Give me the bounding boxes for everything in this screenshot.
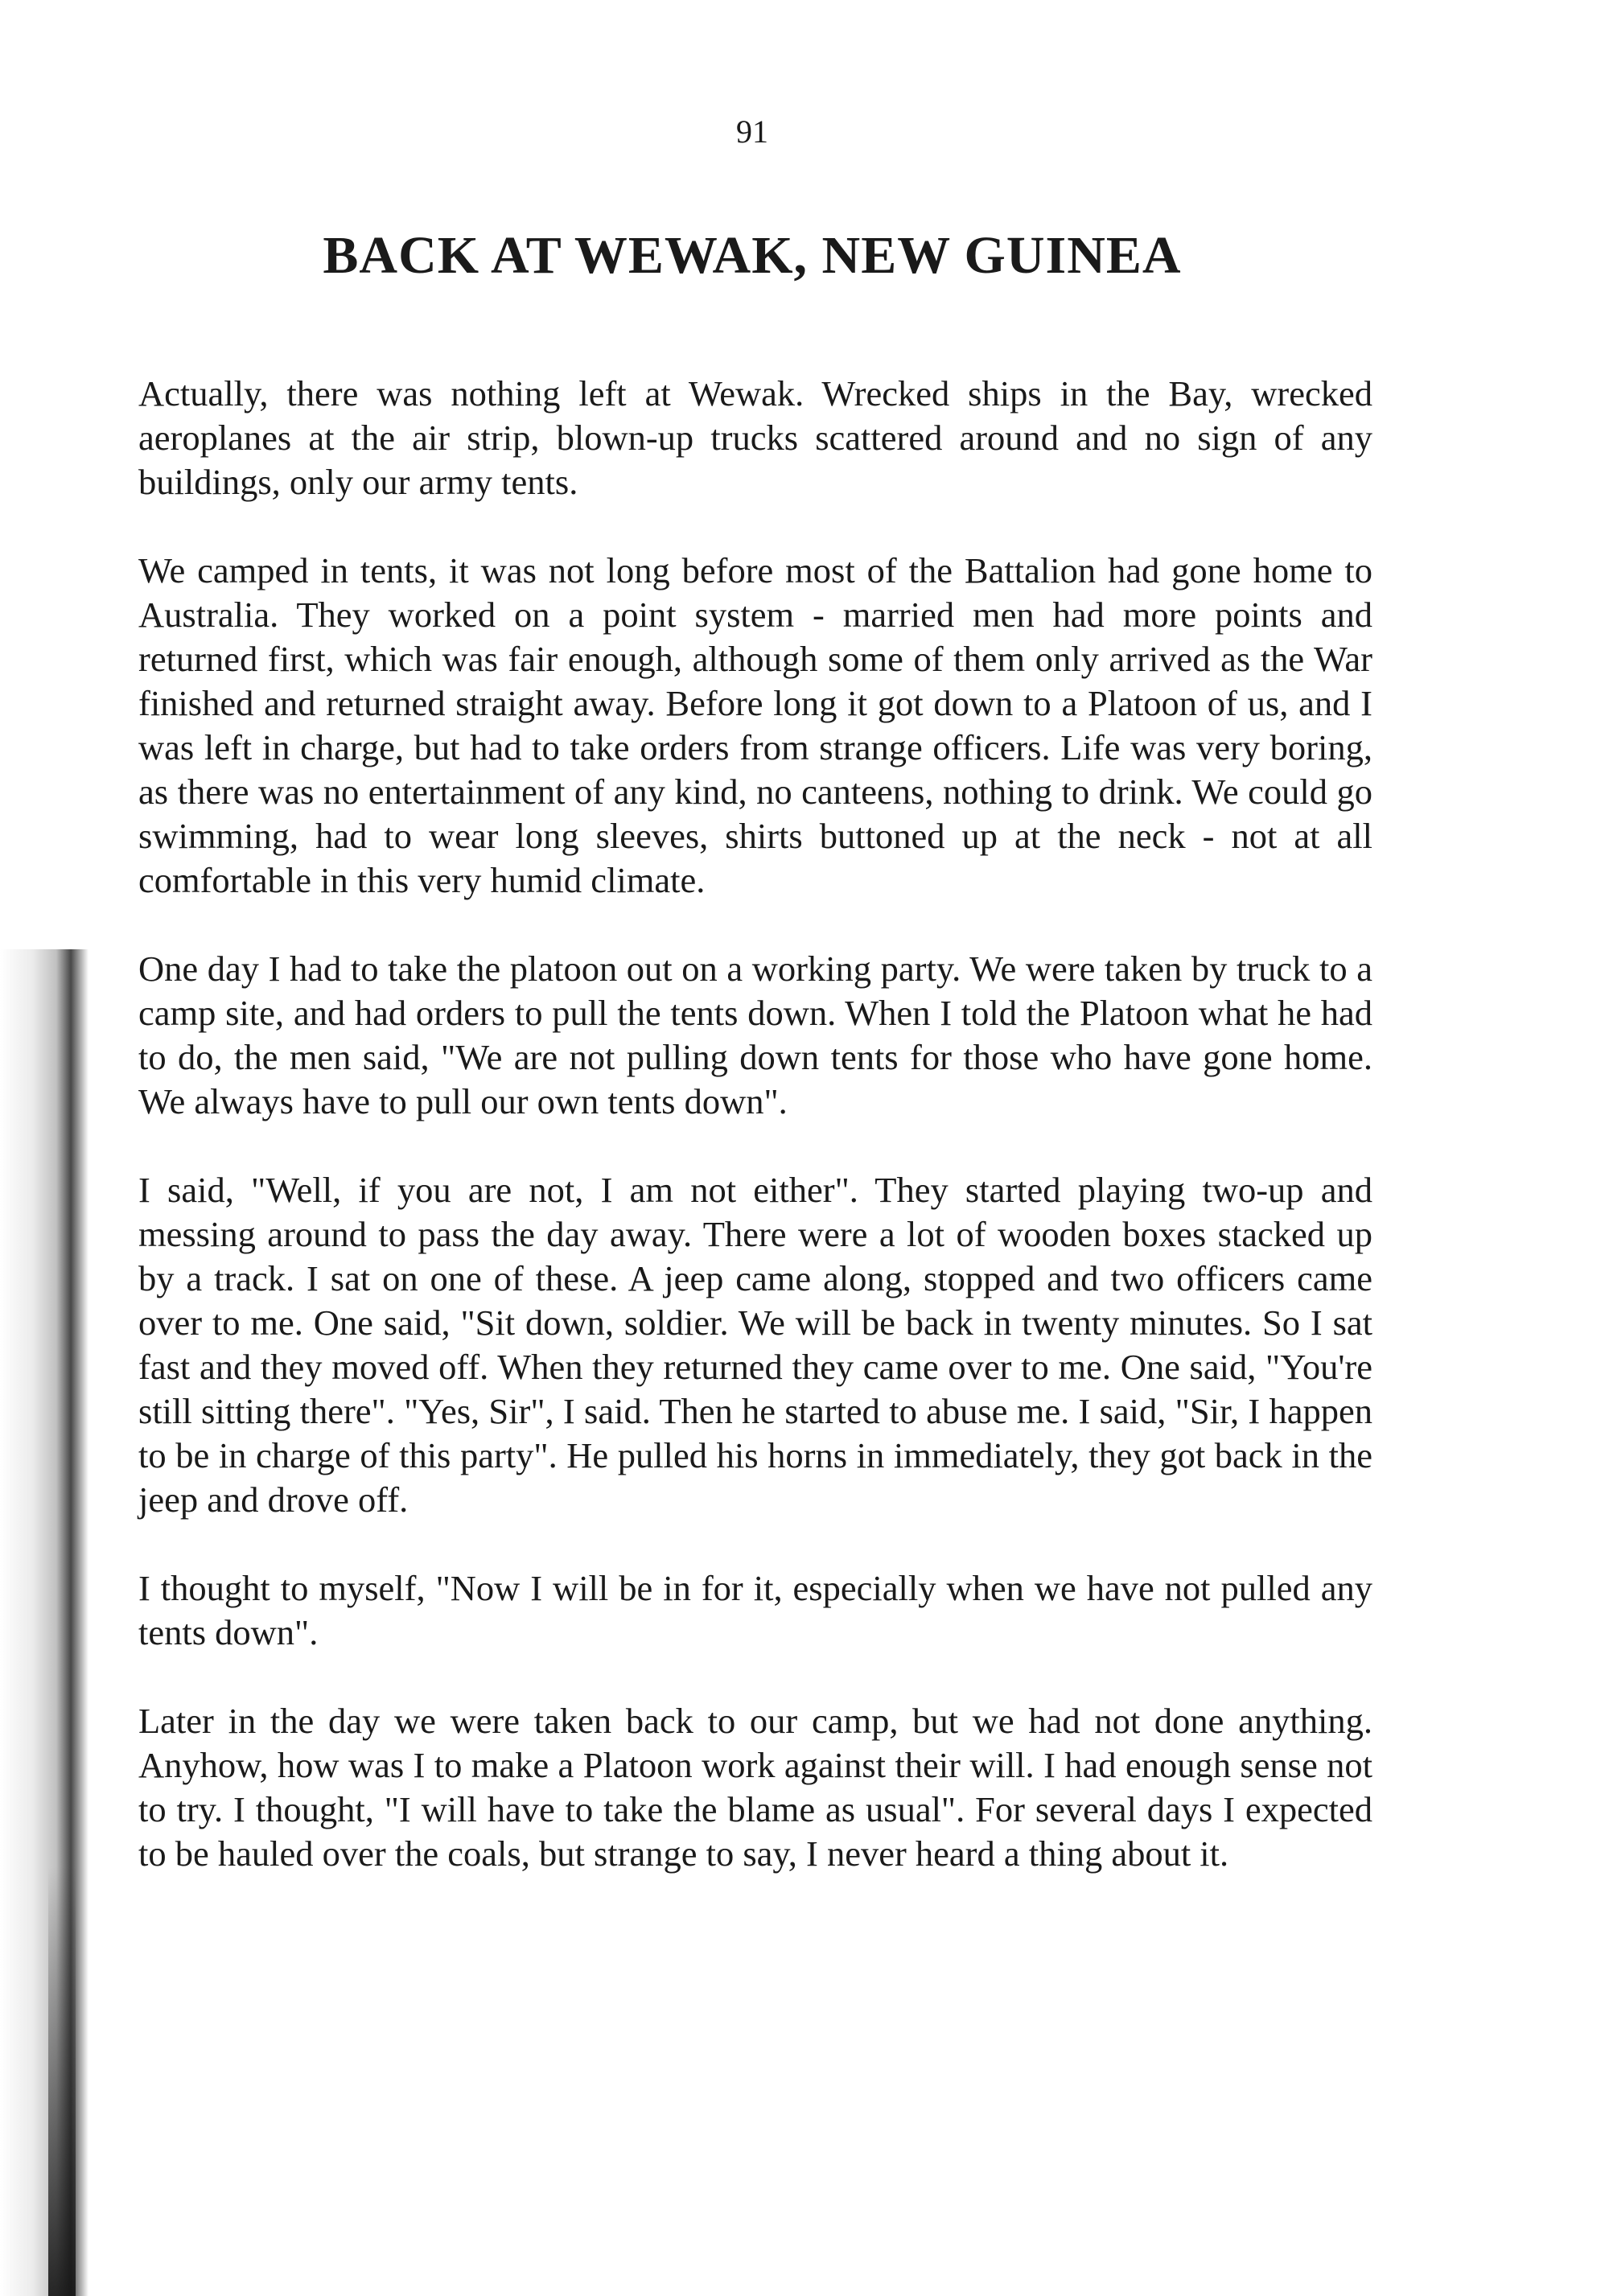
body-text <box>138 372 1372 1920</box>
chapter-title: BACK AT WEWAK, NEW GUINEA <box>323 226 1182 285</box>
paragraph: Later in the day we were taken back to our camp, but we had not done anything. Anyhow, how was I to make a Platoon work against their will. I had enough sense not to try. I thought, "I will have to take the blame as usual". For several days I expected to be hauled over the coals, but strange to say, I never heard a thing about it. <box>138 1701 1372 1874</box>
page-number: 91 <box>736 113 768 150</box>
scan-binding-shadow <box>48 1866 76 2296</box>
paragraph: One day I had to take the platoon out on a working party. We were taken by truck to a camp site, and had orders to pull the tents down. When I told the Platoon what he had to do, the men said, "We are not pulling down tents for those who have gone home. We always have to pull our own tents down". <box>138 948 1372 1121</box>
paragraph: We camped in tents, it was not long before most of the Battalion had gone home to Australia. They worked on a point system - married men had more points and returned first, which was fair enough, although some of them only arrived as the War finished and returned straight away. Before long it got down to a Platoon of us, and I was left in charge, but had to take orders from strange officers. Life was very boring, as there was no entertainment of any kind, no canteens, nothing to drink. We could go swimming, had to wear long sleeves, shirts buttoned up at the neck - not at all comfortable in this very humid climate. <box>138 550 1372 900</box>
paragraph: I thought to myself, "Now I will be in for it, especially when we have not pulled any tents down". <box>138 1568 1372 1652</box>
paragraph: Actually, there was nothing left at Wewak. Wrecked ships in the Bay, wrecked aeroplanes at the air strip, blown-up trucks scattered around and no sign of any buildings, only our army tents. <box>138 373 1372 502</box>
paragraph: I said, "Well, if you are not, I am not either". They started playing two-up and messing around to pass the day away. There were a lot of wooden boxes stacked up by a track. I sat on one of these. A jeep came along, stopped and two officers came over to me. One said, "Sit down, soldier. We will be back in twenty minutes. So I sat fast and they moved off. When they returned they came over to me. One said, "You're still sitting there". "Yes, Sir", I said. Then he started to abuse me. I said, "Sir, I happen to be in charge of this party". He pulled his horns in immediately, they got back in the jeep and drove off. <box>138 1170 1372 1520</box>
